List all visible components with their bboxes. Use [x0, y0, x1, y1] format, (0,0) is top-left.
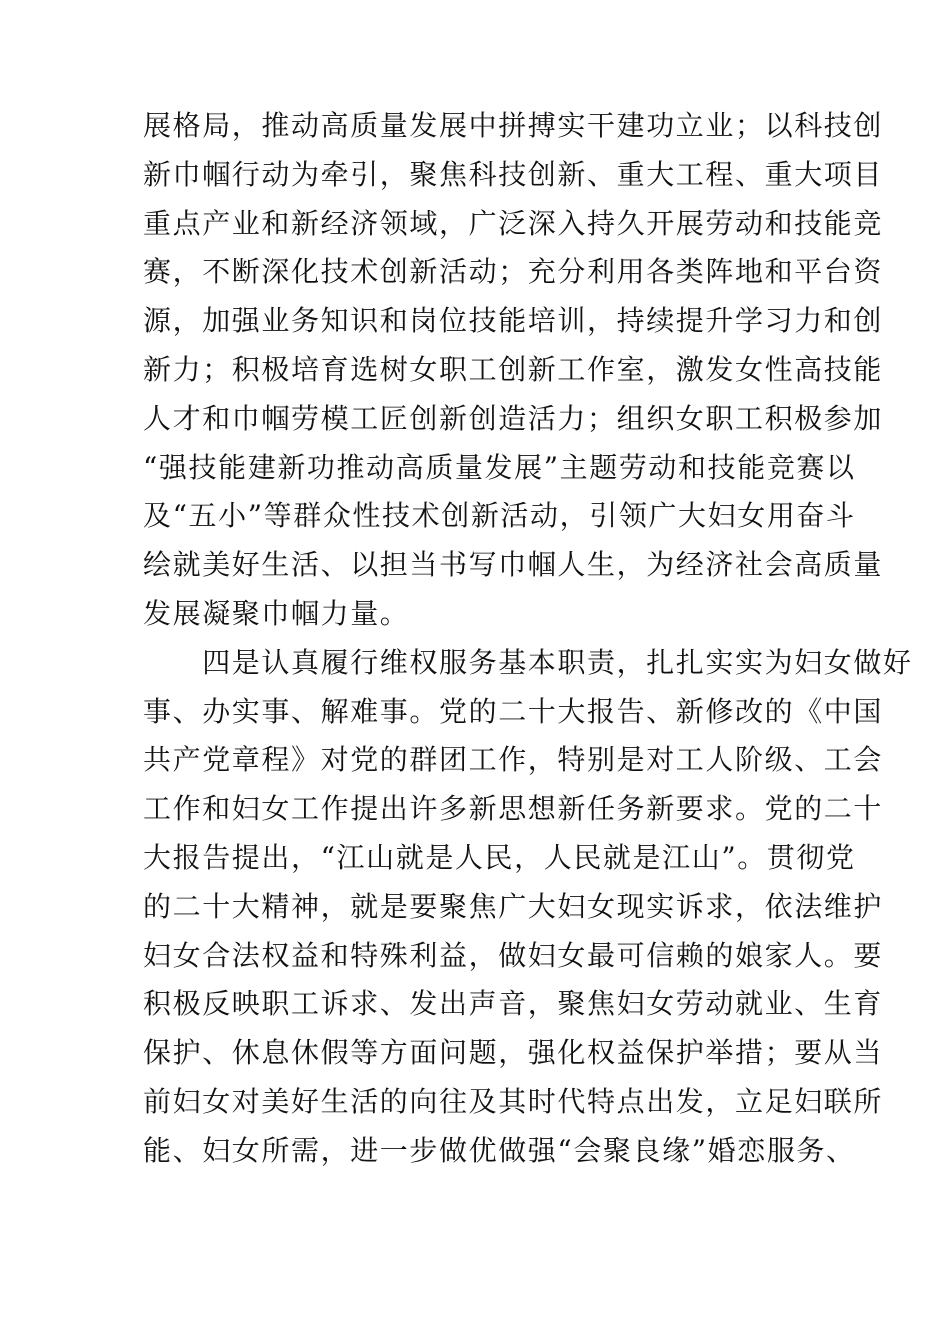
text-line: 新巾帼行动为牵引，聚焦科技创新、重大工程、重大项目 — [143, 157, 884, 191]
text-line: 事、办实事、解难事。党的二十大报告、新修改的《中国 — [143, 694, 884, 728]
body-text — [143, 102, 913, 1176]
text-line: 及“五小”等群众性技术创新活动，引领广大妇女用奋斗 — [143, 499, 856, 533]
text-line: 大报告提出，“江山就是人民，人民就是江山”。贯彻党 — [143, 840, 856, 874]
text-line: 能、妇女所需，进一步做优做强“会聚良缘”婚恋服务、 — [143, 1133, 856, 1167]
text-line: 赛，不断深化技术创新活动；充分利用各类阵地和平台资 — [143, 255, 884, 289]
text-line: 重点产业和新经济领域，广泛深入持久开展劳动和技能竞 — [143, 206, 884, 240]
text-line: 保护、休息休假等方面问题，强化权益保护举措；要从当 — [143, 1036, 884, 1070]
text-line: 的二十大精神，就是要聚焦广大妇女现实诉求，依法维护 — [143, 889, 884, 923]
paragraph-end-line: 发展凝聚巾帼力量。 — [143, 596, 410, 630]
text-line: 工作和妇女工作提出许多新思想新任务新要求。党的二十 — [143, 792, 884, 826]
text-line: 前妇女对美好生活的向往及其时代特点出发，立足妇联所 — [143, 1084, 884, 1118]
paragraph-start-line: 四是认真履行维权服务基本职责，扎扎实实为妇女做好 — [143, 645, 913, 679]
text-line: “强技能建新功推动高质量发展”主题劳动和技能竞赛以 — [143, 450, 856, 484]
text-line: 人才和巾帼劳模工匠创新创造活力；组织女职工积极参加 — [143, 401, 884, 435]
text-line: 共产党章程》对党的群团工作，特别是对工人阶级、工会 — [143, 743, 884, 777]
text-line: 展格局，推动高质量发展中拼搏实干建功立业；以科技创 — [143, 109, 884, 142]
text-line: 积极反映职工诉求、发出声音，聚焦妇女劳动就业、生育 — [143, 987, 884, 1021]
text-line: 新力；积极培育选树女职工创新工作室，激发女性高技能 — [143, 352, 884, 386]
text-line: 源，加强业务知识和岗位技能培训，持续提升学习力和创 — [143, 304, 884, 338]
text-line: 妇女合法权益和特殊利益，做妇女最可信赖的娘家人。要 — [143, 938, 884, 972]
text-line: 绘就美好生活、以担当书写巾帼人生，为经济社会高质量 — [143, 548, 884, 582]
